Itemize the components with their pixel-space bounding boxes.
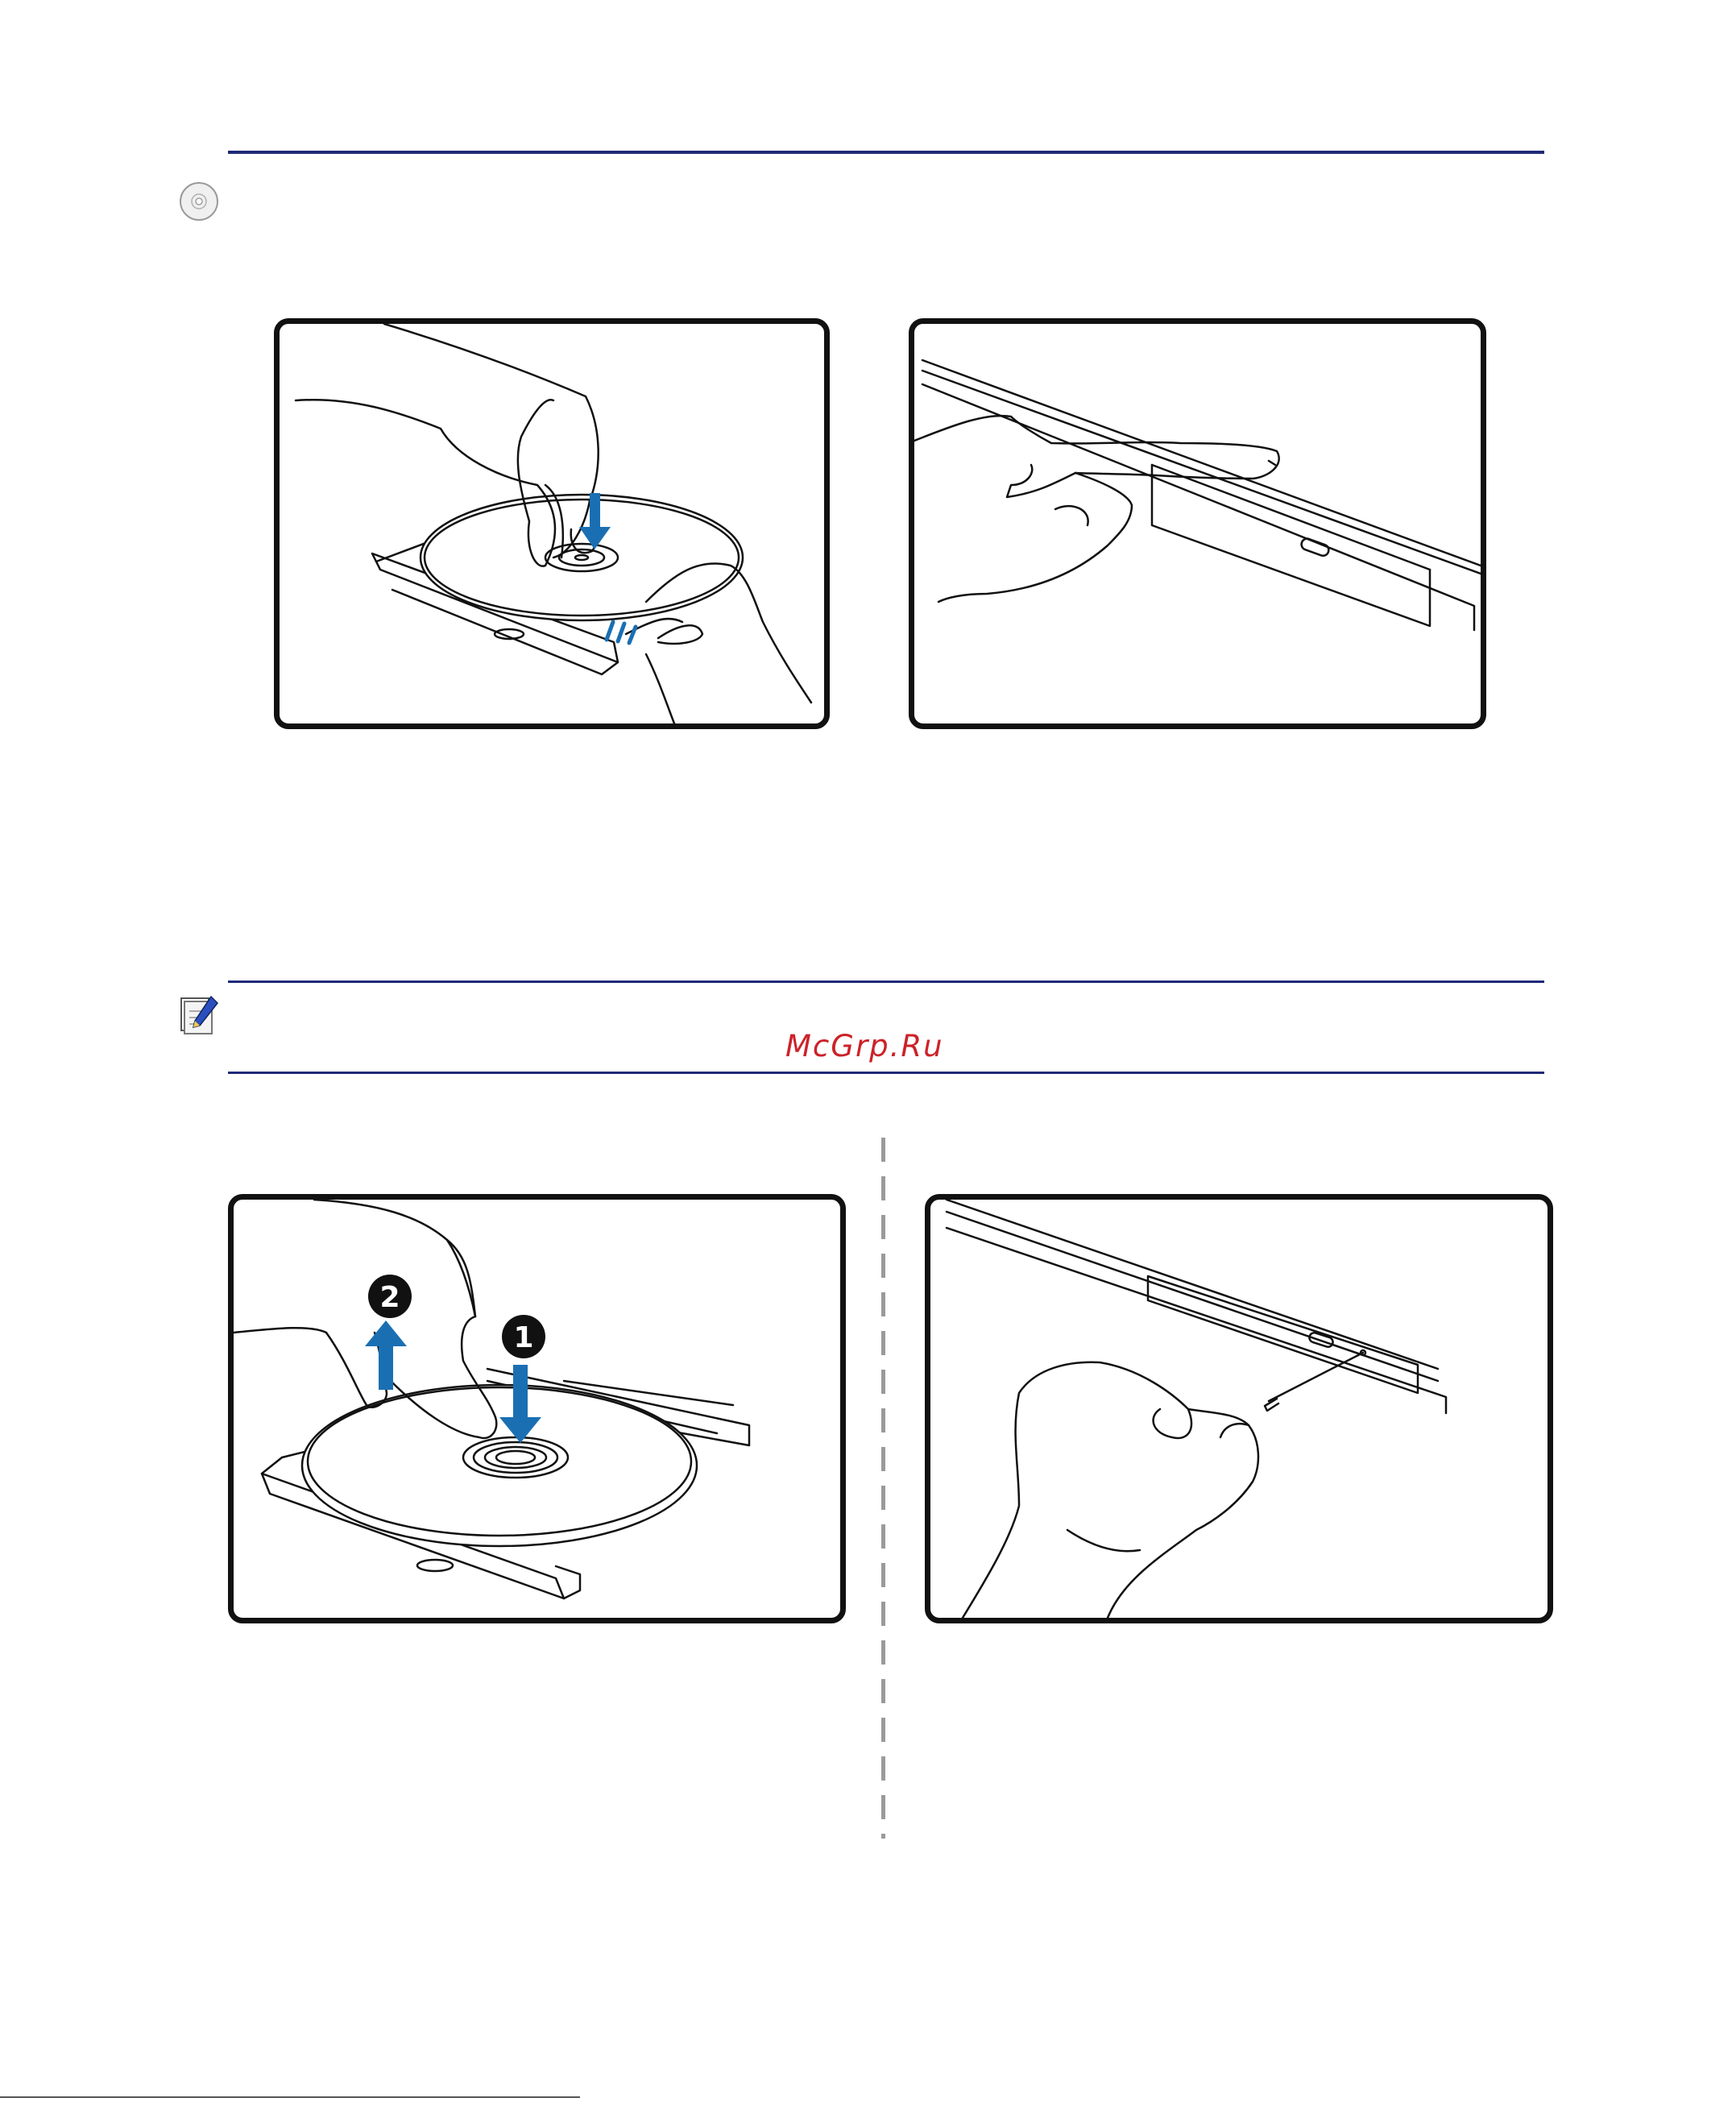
- bottom-edge-line: [0, 2096, 580, 2098]
- figure-close-tray: [909, 318, 1486, 729]
- column-divider: [881, 1138, 885, 1839]
- figure-remove-disc: [228, 1194, 846, 1623]
- step-badge-2: [368, 1275, 412, 1318]
- arrow-up-icon: [365, 1320, 407, 1390]
- cd-disc-icon: [177, 180, 221, 223]
- step-badge-1: [502, 1315, 545, 1358]
- note-pencil-icon: [179, 995, 219, 1037]
- svg-text:1: 1: [513, 1321, 534, 1354]
- note-rule-bottom: [228, 1072, 1544, 1074]
- note-rule-top: [228, 981, 1544, 983]
- watermark-text[interactable]: McGrp.Ru: [785, 1029, 944, 1063]
- figure-insert-disc: [274, 318, 830, 729]
- svg-text:2: 2: [379, 1281, 400, 1314]
- header-rule: [228, 151, 1544, 154]
- figure-emergency-eject: [925, 1194, 1553, 1623]
